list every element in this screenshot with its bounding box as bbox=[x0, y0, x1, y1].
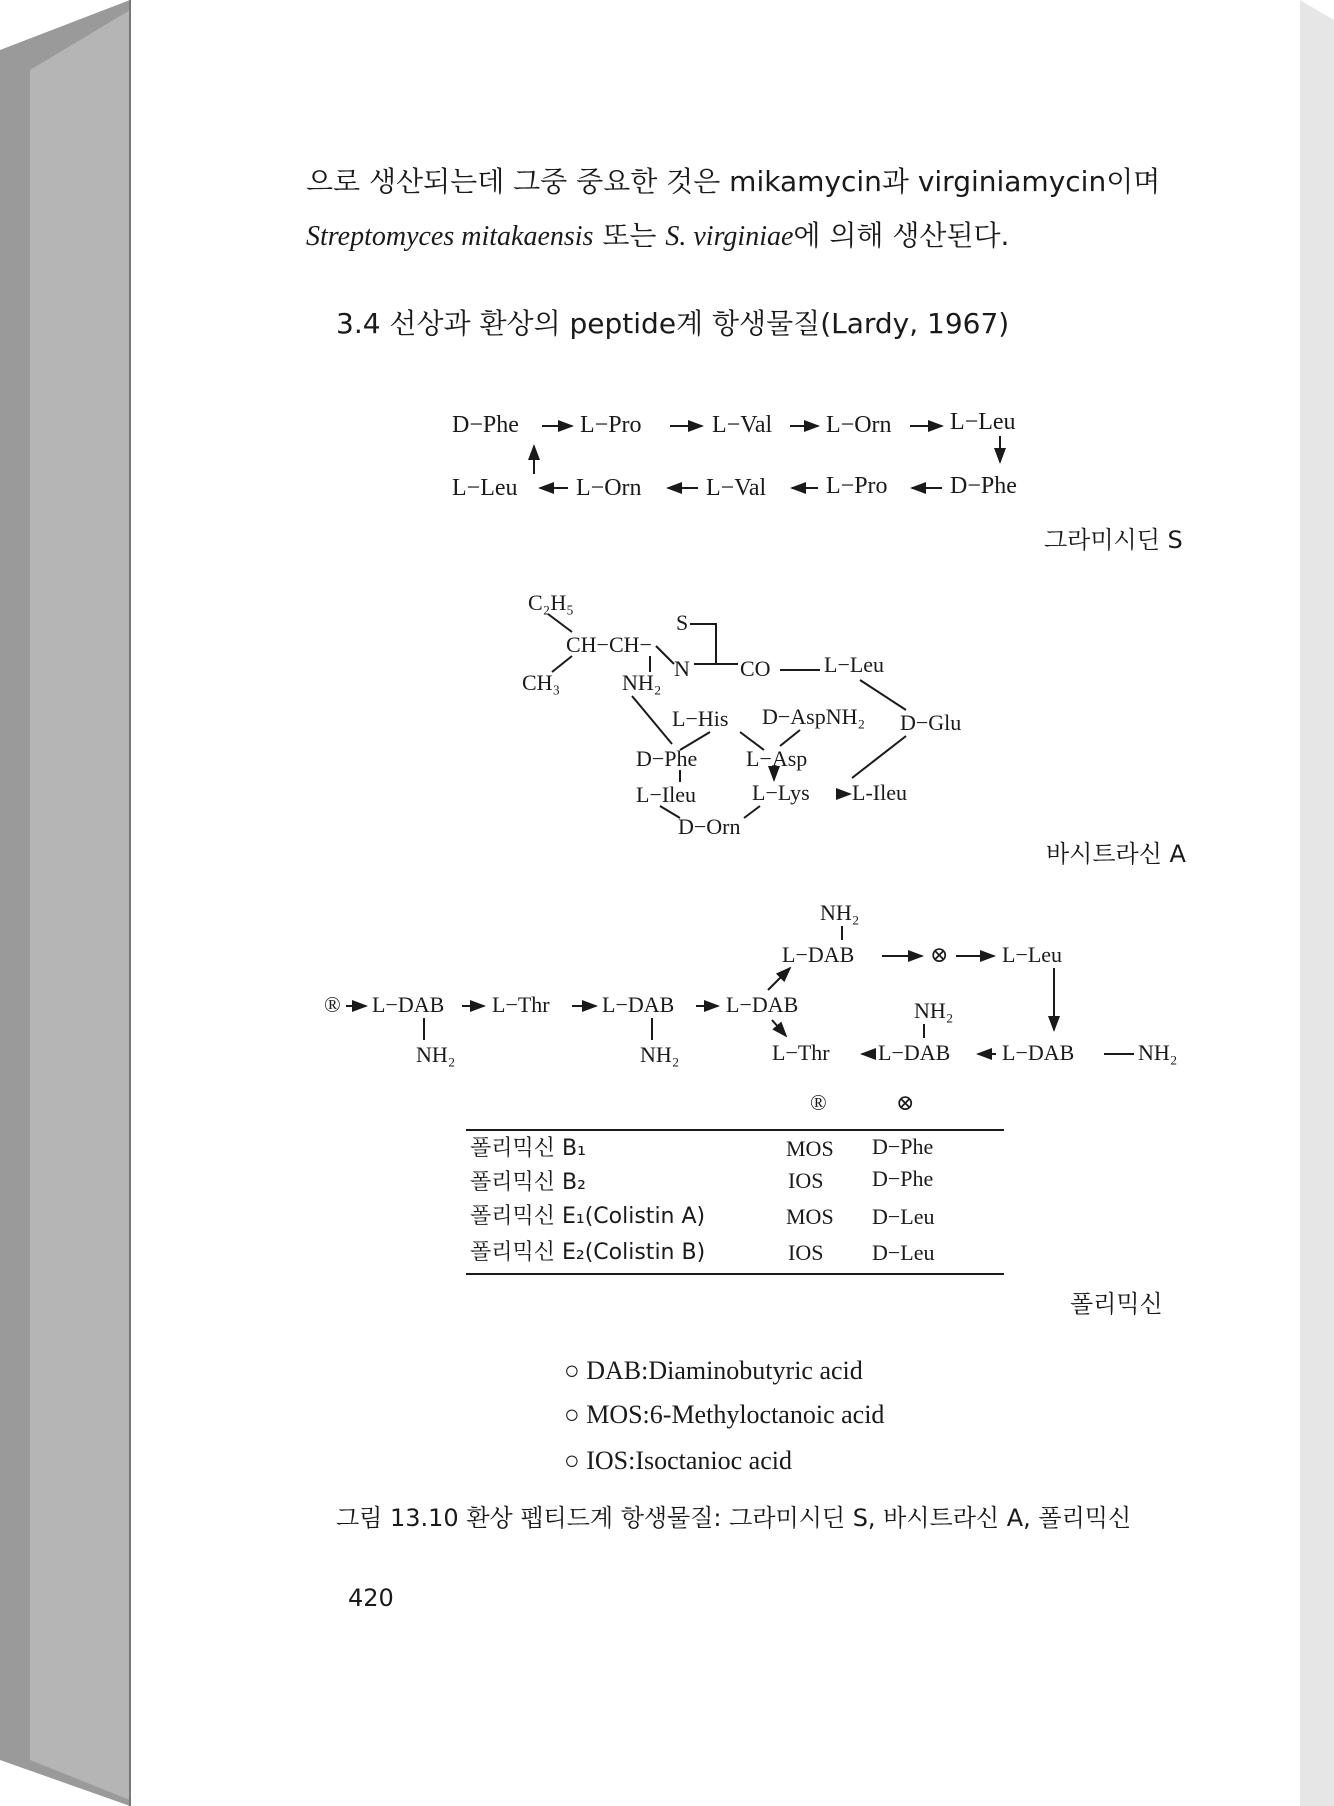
page-number: 420 bbox=[348, 1584, 394, 1612]
poly-l-dab-top: L−DAB bbox=[782, 942, 855, 967]
poly-l-thr-1: L−Thr bbox=[492, 992, 550, 1017]
bac-l-his: L−His bbox=[672, 706, 729, 731]
gram-top-4: L−Orn bbox=[826, 412, 892, 438]
poly-l-dab-2: L−DAB bbox=[602, 992, 675, 1017]
bac-ch3: CH₃ bbox=[522, 670, 561, 695]
table-header-r: ® bbox=[810, 1090, 827, 1115]
species-name: Streptomyces mitakaensis bbox=[306, 221, 594, 252]
table-row-1-x: D−Phe bbox=[872, 1134, 934, 1159]
poly-nh2-2: NH₂ bbox=[640, 1042, 680, 1067]
table-row-3-name: 폴리믹신 E₁(Colistin A) bbox=[470, 1204, 706, 1229]
bac-nitrogen: N bbox=[674, 656, 690, 681]
table-row-4-r: IOS bbox=[788, 1240, 824, 1265]
bac-nh2: NH₂ bbox=[622, 670, 662, 695]
table-row-1-r: MOS bbox=[786, 1136, 834, 1161]
bac-co: CO bbox=[740, 656, 771, 681]
bac-l-lys: L−Lys bbox=[752, 780, 810, 805]
figure-caption: 그림 13.10 환상 펩티드계 항생물질: 그라미시딘 S, 바시트라신 A, 폴리믹신 bbox=[336, 1504, 1132, 1532]
intro-conjunction: 또는 bbox=[593, 219, 666, 252]
table-row-2-name: 폴리믹신 B₂ bbox=[470, 1170, 586, 1195]
poly-r-symbol: ® bbox=[324, 992, 341, 1017]
bac-l-leu: L−Leu bbox=[824, 652, 885, 677]
bacitracin-label: 바시트라신 A bbox=[1046, 840, 1186, 868]
poly-l-leu: L−Leu bbox=[1002, 942, 1063, 967]
bac-sulfur: S bbox=[676, 610, 689, 635]
gram-bottom-2: L−Orn bbox=[576, 475, 642, 501]
species-name-2: S. virginiae bbox=[665, 221, 794, 252]
poly-l-dab-4: L−DAB bbox=[878, 1040, 951, 1065]
bac-d-orn: D−Orn bbox=[678, 814, 741, 839]
poly-nh2-top: NH₂ bbox=[820, 900, 860, 925]
bac-d-aspnh2: D−AspNH₂ bbox=[762, 704, 866, 729]
table-row-4-name: 폴리믹신 E₂(Colistin B) bbox=[470, 1240, 706, 1265]
gram-top-2: L−Pro bbox=[580, 412, 642, 438]
section-title: 3.4 선상과 환상의 peptide계 항생물질(Lardy, 1967) bbox=[336, 307, 1010, 340]
gram-top-3: L−Val bbox=[712, 412, 773, 438]
bac-c2h5: C₂H₅ bbox=[528, 590, 574, 615]
bac-l-ileu-2: L-Ileu bbox=[852, 780, 907, 805]
poly-l-thr-2: L−Thr bbox=[772, 1040, 830, 1065]
bac-l-ileu: L−Ileu bbox=[636, 782, 697, 807]
intro-end: 에 의해 생산된다. bbox=[793, 219, 1010, 252]
table-row-3-r: MOS bbox=[786, 1204, 834, 1229]
gramicidin-label: 그라미시딘 S bbox=[1044, 526, 1183, 554]
gram-top-5: L−Leu bbox=[950, 409, 1016, 435]
intro-line-1: 으로 생산되는데 그중 중요한 것은 mikamycin과 virginiamycin이며 bbox=[306, 165, 1161, 198]
bac-ch-ch: CH−CH− bbox=[566, 632, 652, 657]
legend-dab: ○ DAB:Diaminobutyric acid bbox=[564, 1356, 863, 1385]
poly-nh2-mid: NH₂ bbox=[914, 998, 954, 1023]
bac-l-asp: L−Asp bbox=[746, 746, 808, 771]
table-row-2-x: D−Phe bbox=[872, 1166, 934, 1191]
poly-nh2-end: NH₂ bbox=[1138, 1040, 1178, 1065]
gram-bottom-1: L−Leu bbox=[452, 475, 518, 501]
bac-d-phe: D−Phe bbox=[636, 746, 698, 771]
table-header-x: ⊗ bbox=[896, 1090, 915, 1115]
table-row-1-name: 폴리믹신 B₁ bbox=[470, 1136, 586, 1161]
gram-bottom-3: L−Val bbox=[706, 475, 767, 501]
table-row-2-r: IOS bbox=[788, 1168, 824, 1193]
poly-x-symbol: ⊗ bbox=[930, 942, 949, 967]
gram-bottom-4: L−Pro bbox=[826, 473, 888, 499]
gram-bottom-5: D−Phe bbox=[950, 473, 1017, 499]
legend-mos: ○ MOS:6-Methyloctanoic acid bbox=[564, 1400, 885, 1429]
polymyxin-label: 폴리믹신 bbox=[1070, 1290, 1163, 1318]
table-row-4-x: D−Leu bbox=[872, 1240, 935, 1265]
poly-l-dab-1: L−DAB bbox=[372, 992, 445, 1017]
poly-nh2-1: NH₂ bbox=[416, 1042, 456, 1067]
bac-d-glu: D−Glu bbox=[900, 710, 962, 735]
poly-l-dab-3: L−DAB bbox=[726, 992, 799, 1017]
gram-top-1: D−Phe bbox=[452, 412, 519, 438]
poly-l-dab-5: L−DAB bbox=[1002, 1040, 1075, 1065]
legend-ios: ○ IOS:Isoctanioc acid bbox=[564, 1446, 792, 1475]
table-row-3-x: D−Leu bbox=[872, 1204, 935, 1229]
